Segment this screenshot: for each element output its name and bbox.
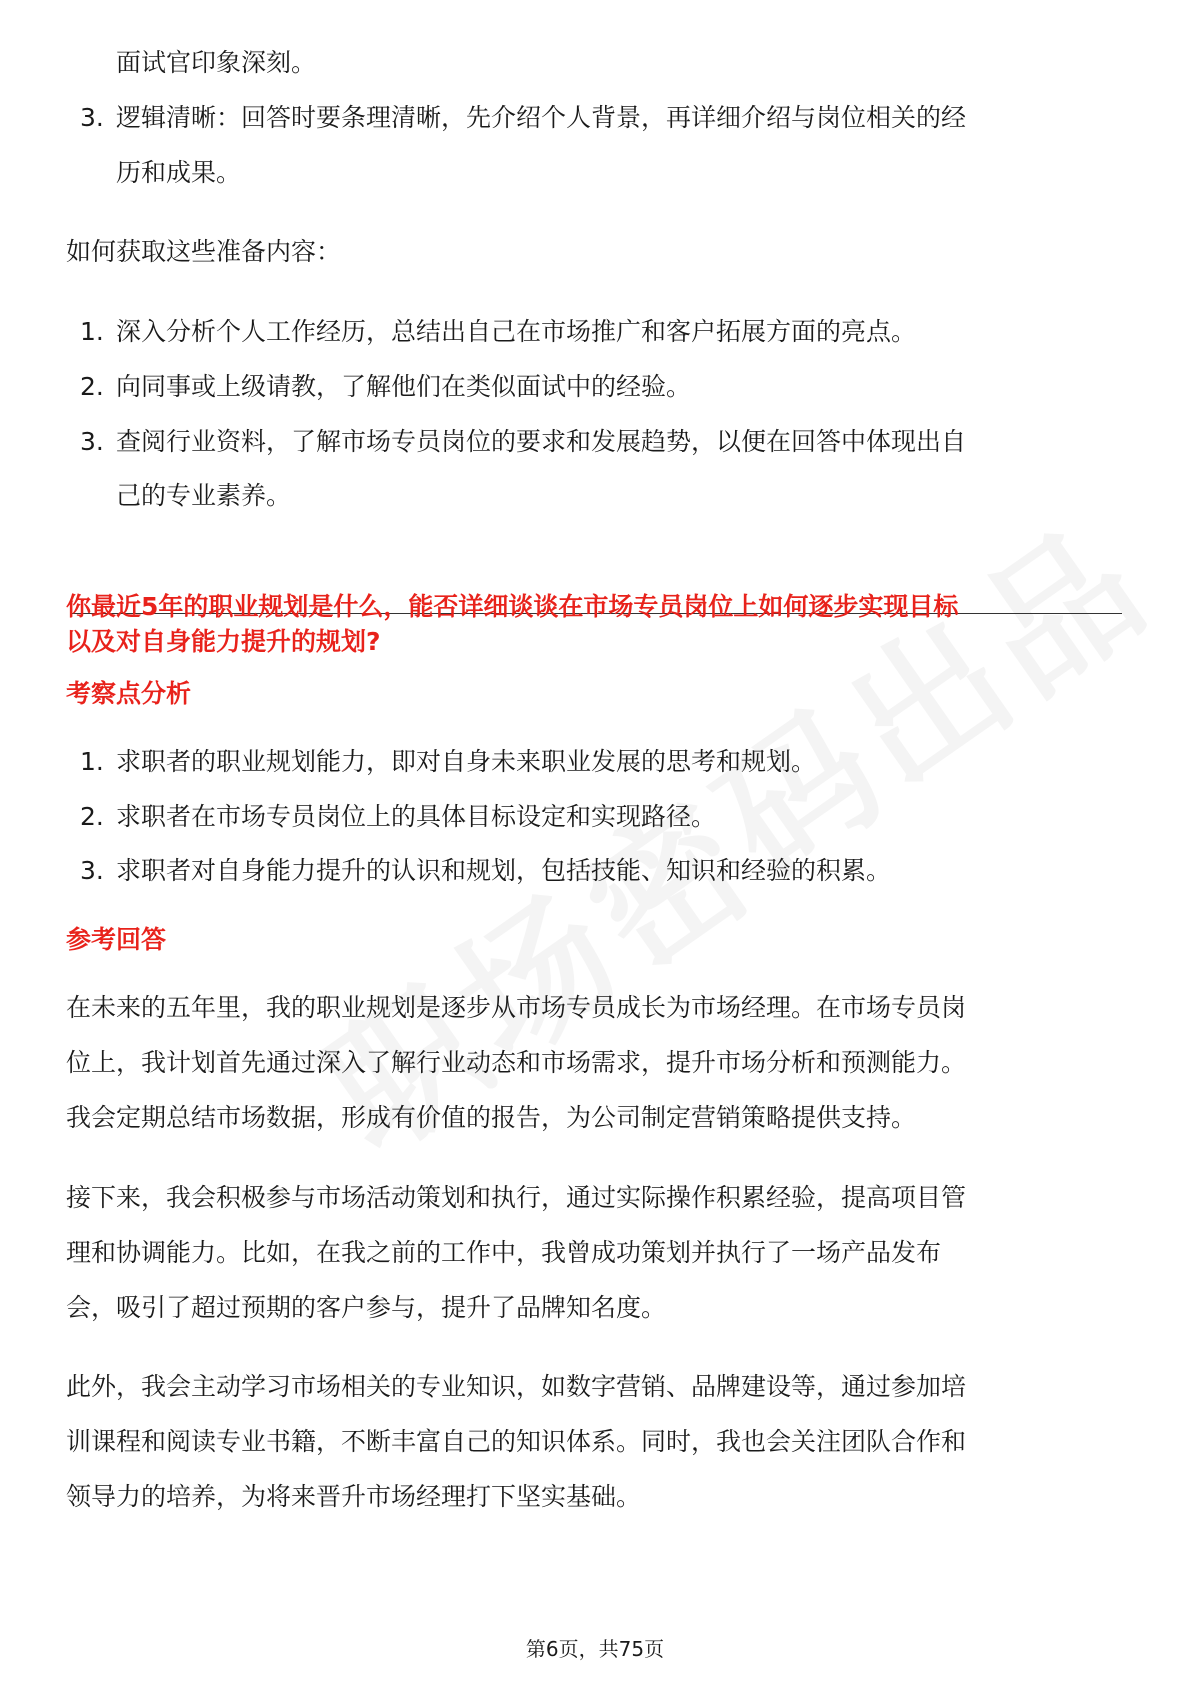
paragraph-line: 训课程和阅读专业书籍，不断丰富自己的知识体系。同时，我也会关注团队合作和	[66, 1427, 967, 1456]
list-item-text: 求职者的职业规划能力，即对自身未来职业发展的思考和规划。	[116, 747, 817, 776]
list-item-text: 向同事或上级请教，了解他们在类似面试中的经验。	[116, 372, 692, 401]
list-item-text: 求职者在市场专员岗位上的具体目标设定和实现路径。	[116, 802, 717, 831]
list-item-text: 求职者对自身能力提升的认识和规划，包括技能、知识和经验的积累。	[116, 856, 892, 885]
list-item-text: 逻辑清晰：回答时要条理清晰，先介绍个人背景，再详细介绍与岗位相关的经	[116, 103, 967, 132]
list-item-text: 历和成果。	[116, 158, 242, 187]
list-item-text: 深入分析个人工作经历，总结出自己在市场推广和客户拓展方面的亮点。	[116, 317, 917, 346]
paragraph-line: 我会定期总结市场数据，形成有价值的报告，为公司制定营销策略提供支持。	[66, 1103, 917, 1132]
page-number: 第6页，共75页	[525, 1637, 665, 1661]
list-item-number: 2.	[80, 372, 104, 401]
paragraph-line: 领导力的培养，为将来晋升市场经理打下坚实基础。	[66, 1482, 642, 1511]
continuation-text: 面试官印象深刻。	[116, 48, 317, 77]
answer-heading: 参考回答	[66, 925, 167, 954]
analysis-heading: 考察点分析	[66, 679, 192, 708]
paragraph-line: 会，吸引了超过预期的客户参与，提升了品牌知名度。	[66, 1293, 667, 1322]
list-item-number: 2.	[80, 802, 104, 831]
list-item-number: 1.	[80, 317, 104, 346]
paragraph-line: 此外，我会主动学习市场相关的专业知识，如数字营销、品牌建设等，通过参加培	[66, 1372, 967, 1401]
paragraph-line: 位上，我计划首先通过深入了解行业动态和市场需求，提升市场分析和预测能力。	[66, 1048, 967, 1077]
question-title: 你最近5年的职业规划是什么，能否详细谈谈在市场专员岗位上如何逐步实现目标	[66, 592, 959, 621]
list-item-number: 3.	[80, 427, 104, 456]
list-item-number: 3.	[80, 103, 104, 132]
paragraph-line: 在未来的五年里，我的职业规划是逐步从市场专员成长为市场经理。在市场专员岗	[66, 993, 967, 1022]
prep-heading: 如何获取这些准备内容：	[66, 237, 342, 266]
list-item-text: 查阅行业资料，了解市场专员岗位的要求和发展趋势，以便在回答中体现出自	[116, 427, 967, 456]
paragraph-line: 理和协调能力。比如，在我之前的工作中，我曾成功策划并执行了一场产品发布	[66, 1238, 942, 1267]
list-item-text: 己的专业素养。	[116, 481, 292, 510]
list-item-number: 1.	[80, 747, 104, 776]
list-item-number: 3.	[80, 856, 104, 885]
question-title: 以及对自身能力提升的规划?	[66, 627, 381, 656]
paragraph-line: 接下来，我会积极参与市场活动策划和执行，通过实际操作积累经验，提高项目管	[66, 1183, 967, 1212]
